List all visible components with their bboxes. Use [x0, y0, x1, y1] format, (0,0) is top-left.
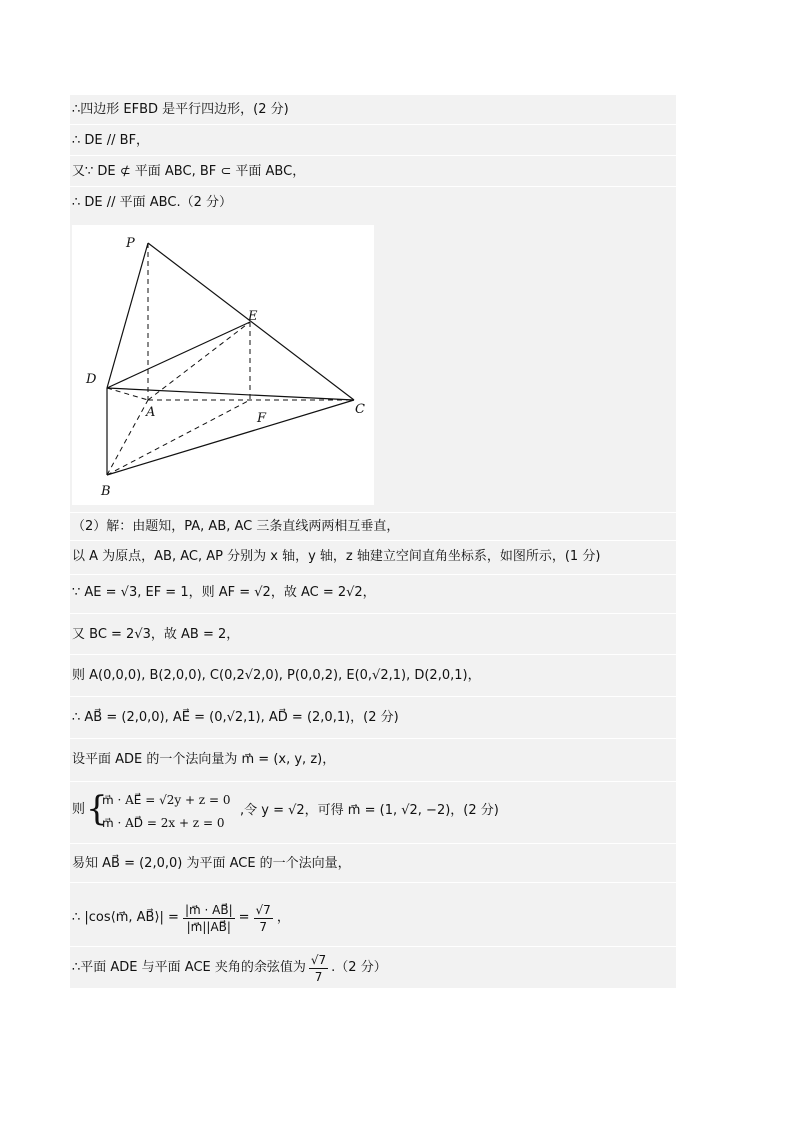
equation-2: m⃗ · AD⃗ = 2x + z = 0 [102, 816, 225, 830]
text-line-14 [72, 898, 672, 938]
text-line-11: 设平面 ADE 的一个法向量为 m⃗ = (x, y, z)， [72, 752, 336, 767]
text-line-6: 以 A 为原点，AB, AC, AP 分别为 x 轴，y 轴，z 轴建立空间直角坐标系，如图所示，(1 分) [72, 549, 601, 564]
conclusion-text: ∴平面 ADE 与平面 ACE 夹角的余弦值为 [72, 960, 306, 975]
equation-1: m⃗ · AE⃗ = √2y + z = 0 [102, 793, 231, 807]
row-separator [70, 843, 676, 844]
label-D: D [86, 372, 97, 387]
text-line-7: ∵ AE = √3, EF = 1，则 AF = √2，故 AC = 2√2， [72, 585, 376, 600]
text-line-15 [72, 950, 672, 986]
pyramid-diagram [72, 225, 374, 505]
text-line-2: ∴ DE // BF， [72, 133, 150, 148]
text-line-5: （2）解：由题知，PA, AB, AC 三条直线两两相互垂直， [72, 519, 400, 534]
row-separator [70, 946, 676, 947]
row-separator [70, 696, 676, 697]
label-A: A [146, 405, 156, 420]
label-C: C [355, 402, 365, 417]
edge-DC [107, 388, 354, 400]
text-line-12-prefix: 则 [72, 802, 86, 817]
row-separator [70, 574, 676, 575]
conclusion-denominator: 7 [314, 969, 323, 984]
row-separator [70, 781, 676, 782]
cosine-value-numerator: √7 [255, 902, 271, 917]
row-separator [70, 124, 676, 125]
edge-PD [107, 243, 148, 388]
row-separator [70, 512, 676, 513]
row-separator [70, 540, 676, 541]
label-B: B [101, 484, 111, 499]
cosine-value [254, 902, 273, 935]
cosine-denominator: |m⃗||AB⃗| [186, 919, 231, 934]
edge-DE [107, 322, 250, 388]
label-E: E [248, 309, 258, 324]
edge-BC [107, 400, 354, 475]
text-line-1: ∴四边形 EFBD 是平行四边形，(2 分) [72, 102, 289, 117]
cosine-lhs: ∴ |cos⟨m⃗, AB⃗⟩| = [72, 910, 179, 925]
edge-AE [148, 322, 250, 400]
comma: ， [276, 910, 290, 925]
edge-BA [107, 400, 148, 475]
row-separator [70, 186, 676, 187]
label-F: F [257, 411, 267, 426]
text-line-13: 易知 AB⃗ = (2,0,0) 为平面 ACE 的一个法向量， [72, 856, 351, 871]
text-line-3: 又∵ DE ⊄ 平面 ABC, BF ⊂ 平面 ABC， [72, 164, 306, 179]
equation-system-brace: { [86, 789, 108, 829]
text-line-4: ∴ DE // 平面 ABC.（2 分） [72, 195, 232, 210]
row-separator [70, 654, 676, 655]
conclusion-numerator: √7 [310, 952, 327, 967]
text-line-9: 则 A(0,0,0), B(2,0,0), C(0,2√2,0), P(0,0,2), E(0,√2,1), D(2,0,1)， [72, 668, 481, 683]
cosine-numerator: |m⃗ · AB⃗| [184, 902, 233, 917]
row-separator [70, 738, 676, 739]
text-line-10: ∴ AB⃗ = (2,0,0), AE⃗ = (0,√2,1), AD⃗ = (2,0,1)，(2 分) [72, 710, 399, 725]
conclusion-suffix: .（2 分） [331, 960, 387, 975]
label-P: P [126, 236, 135, 251]
conclusion-fraction [309, 952, 328, 985]
cosine-value-denominator: 7 [259, 919, 267, 934]
text-line-12-suffix: ,令 y = √2，可得 m⃗ = (1, √2, −2)，(2 分) [240, 803, 499, 818]
row-separator [70, 613, 676, 614]
geometry-figure [72, 225, 374, 505]
cosine-fraction [183, 902, 235, 935]
equals-sign: = [238, 910, 250, 925]
row-separator [70, 882, 676, 883]
text-line-8: 又 BC = 2√3，故 AB = 2， [72, 627, 240, 642]
row-separator [70, 155, 676, 156]
